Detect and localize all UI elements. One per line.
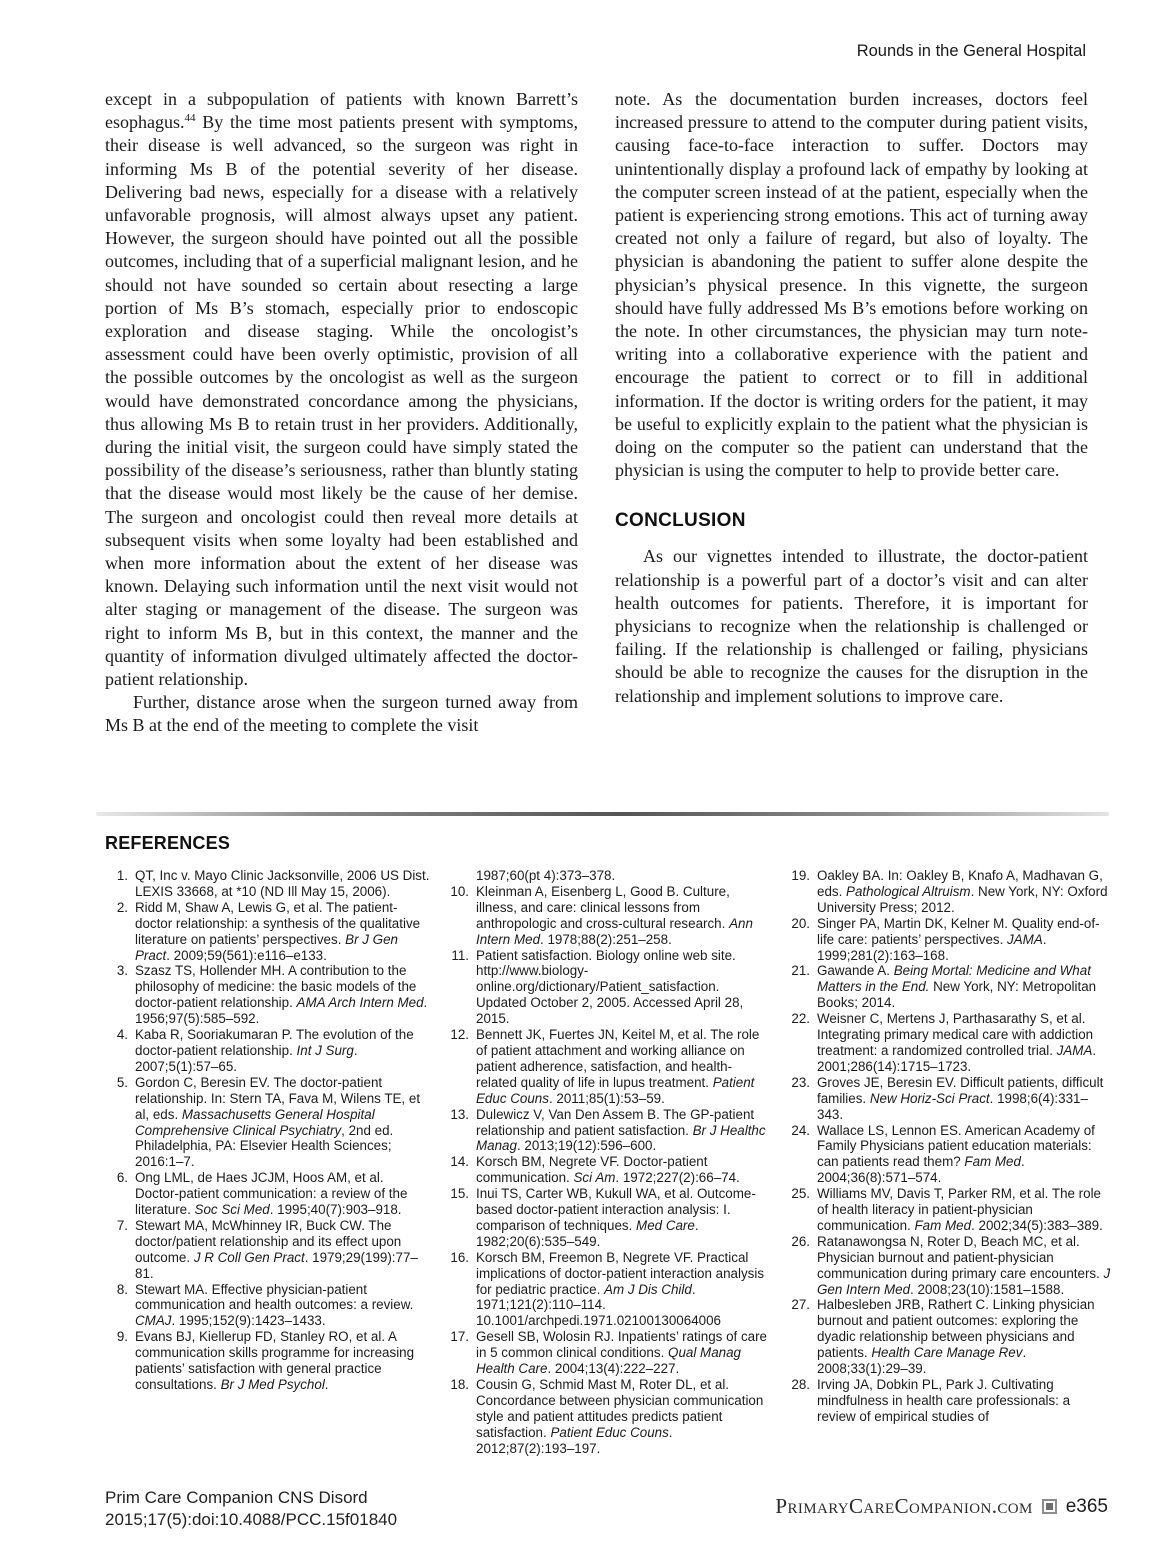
- reference-number: 19.: [791, 868, 810, 883]
- reference-number: 4.: [116, 1027, 128, 1043]
- references-columns: [105, 868, 1112, 1457]
- references-heading: REFERENCES: [105, 833, 231, 853]
- reference-number: 18.: [450, 1377, 469, 1392]
- reference-item: [787, 916, 1112, 964]
- reference-item: [446, 1186, 771, 1250]
- reference-item: [105, 1218, 430, 1282]
- references-column-1: [105, 868, 430, 1457]
- page-number: e365: [1065, 1495, 1108, 1517]
- reference-text: QT, Inc v. Mayo Clinic Jacksonville, 2006 US Dist. LEXIS 33668, at *10 (ND Ill May 15, 2006).: [135, 868, 430, 899]
- conclusion-heading: CONCLUSION: [615, 510, 746, 532]
- reference-item: [787, 1011, 1112, 1075]
- reference-item: [787, 1377, 1112, 1425]
- reference-text: Williams MV, Davis T, Parker RM, et al. The role of health literacy in patient-physician communication. Fam Med. 2002;34(5):383–389.: [817, 1186, 1103, 1233]
- paragraph-text: By the time most patients present with symptoms, their disease is well advanced, so the surgeon was right in informing Ms B of the potential severity of her disease. Delivering bad news, especially for a disease with a relatively unfavorable prognosis, will almost always upset any patient. However, the surgeon should have pointed out all the possible outcomes, including that of a superficial malignant lesion, and he should not have sounded so certain about resecting a large portion of Ms B’s stomach, especially prior to endoscopic exploration and disease staging. While the oncologist’s assessment could have been overly optimistic, provision of all the possible outcomes by the oncologist as well as the surgeon would have demonstrated concordance among the physicians, thus allowing Ms B to retain trust in her providers. Additionally, during the initial visit, the surgeon could have simply stated the possibility of the disease’s seriousness, rather than bluntly stating that the disease would most likely be the cause of her demise. The surgeon and oncologist could then reveal more details at subsequent visits when some loyalty had been established and when more information about the extent of her disease was known. Delaying such information until the next visit would not alter staging or management of the disease. The surgeon was right to inform Ms B, but in this context, the manner and the quantity of information divulged ultimately affected the doctor-patient relationship.: [105, 112, 578, 690]
- reference-item: [105, 1027, 430, 1075]
- reference-text: Korsch BM, Freemon B, Negrete VF. Practical implications of doctor-patient interaction analysis for pediatric practice. Am J Dis Child. 1971;121(2):110–114. 10.1001/archpedi.1971.02100130064006: [476, 1249, 765, 1329]
- reference-number: 5.: [116, 1074, 128, 1090]
- footer-right: [775, 1494, 1108, 1519]
- reference-text: Singer PA, Martin DK, Kelner M. Quality end-of-life care: patients’ perspectives. JAMA. 1999;281(2):163–168.: [817, 915, 1100, 963]
- reference-item: [446, 1154, 771, 1186]
- reference-number: 17.: [450, 1329, 469, 1345]
- reference-number: 6.: [116, 1170, 128, 1186]
- reference-number: 11.: [451, 947, 469, 963]
- references-column-3: [787, 868, 1112, 1457]
- reference-item: [787, 868, 1112, 916]
- reference-item: [446, 1329, 771, 1377]
- journal-website: PrimaryCareCompanion.com: [775, 1494, 1033, 1518]
- reference-text: Ong LML, de Haes JCJM, Hoos AM, et al. Doctor-patient communication: a review of the literature. Soc Sci Med. 1995;40(7):903–918.: [135, 1170, 408, 1218]
- reference-text: Evans BJ, Kiellerup FD, Stanley RO, et al. A communication skills programme for increasing patients’ satisfaction with general practice consultations. Br J Med Psychol.: [135, 1329, 415, 1392]
- reference-item: [105, 1329, 430, 1393]
- reference-item: [446, 1377, 771, 1457]
- body-paragraph: As our vignettes intended to illustrate, the doctor-patient relationship is a powerful part of a doctor’s visit and can alter health outcomes for patients. Therefore, it is important for physicians to recognize when the relationship is challenged or failing. If the relationship is challenged or failing, physicians should be able to recognize the causes for the disruption in the relationship and implement solutions to improve care.: [615, 546, 1088, 706]
- reference-number: 2.: [116, 899, 128, 915]
- body-paragraph: note. As the documentation burden increases, doctors feel increased pressure to attend to the computer during patient visits, causing face-to-face interaction to suffer. Doctors may unintentionally display a profound lack of empathy by looking at the computer screen instead of at the patient, especially when the patient is experiencing strong emotions. This act of turning away created not only a failure of regard, but also of loyalty. The physician is abandoning the patient to suffer alone despite the physician’s physical presence. In this vignette, the surgeon should have fully addressed Ms B’s emotions before working on the note. In other circumstances, the physician may turn note-writing into a collaborative experience with the patient and encourage the patient to correct or to fill in additional information. If the doctor is writing orders for the patient, it may be useful to explicitly explain to the patient what the physician is doing on the computer so the patient can understand that the physician is using the computer to help to provide better care.: [615, 89, 1088, 481]
- reference-number: 15.: [450, 1186, 469, 1202]
- reference-item: [446, 948, 771, 1028]
- reference-item: [105, 900, 430, 964]
- reference-text: Stewart MA. Effective physician-patient communication and health outcomes: a review. CMAJ. 1995;152(9):1423–1433.: [135, 1281, 414, 1329]
- reference-text: 1987;60(pt 4):373–378.: [476, 868, 616, 883]
- reference-text: Irving JA, Dobkin PL, Park J. Cultivating mindfulness in health care professionals: a review of empirical studies of: [817, 1377, 1071, 1424]
- reference-number: 21.: [791, 963, 810, 979]
- reference-number: 24.: [791, 1122, 810, 1138]
- reference-item: [105, 1170, 430, 1218]
- reference-number: 14.: [450, 1154, 469, 1170]
- reference-item: [105, 1075, 430, 1170]
- reference-text: Gesell SB, Wolosin RJ. Inpatients’ ratings of care in 5 common clinical conditions. Qual Manag Health Care. 2004;13(4):222–227.: [476, 1329, 768, 1377]
- reference-number: 1.: [116, 868, 128, 883]
- reference-text: Wallace LS, Lennon ES. American Academy of Family Physicians patient education materials: can patients read them? Fam Med. 2004;36(8):571–574.: [817, 1122, 1095, 1186]
- reference-text: Weisner C, Mertens J, Parthasarathy S, et al. Integrating primary medical care with addiction treatment: a randomized controlled trial. JAMA. 2001;286(14):1715–1723.: [817, 1011, 1097, 1074]
- reference-item: [787, 1234, 1112, 1298]
- reference-text: Halbesleben JRB, Rathert C. Linking physician burnout and patient outcomes: exploring the dyadic relationship between physicians and patients. Health Care Manage Rev. 2008;33(1):29–39.: [817, 1297, 1095, 1377]
- reference-item: [787, 1186, 1112, 1234]
- reference-text: Stewart MA, McWhinney IR, Buck CW. The doctor/patient relationship and its effect upon outcome. J R Coll Gen Pract. 1979;29(199):77–81.: [135, 1217, 418, 1281]
- journal-name: Prim Care Companion CNS Disord: [105, 1488, 368, 1507]
- running-header: Rounds in the General Hospital: [856, 42, 1086, 60]
- references-column-2: [446, 868, 771, 1457]
- reference-text: Groves JE, Beresin EV. Difficult patients, difficult families. New Horiz-Sci Pract. 1998;6(4):331–343.: [817, 1074, 1104, 1122]
- reference-number: 13.: [450, 1106, 469, 1122]
- main-text-columns: [105, 88, 1088, 794]
- reference-item: [446, 1250, 771, 1330]
- section-divider: [96, 812, 1109, 816]
- reference-text: Dulewicz V, Van Den Assem B. The GP-patient relationship and patient satisfaction. Br J Healthc Manag. 2013;19(12):596–600.: [476, 1106, 766, 1154]
- references-section: [105, 833, 1112, 1457]
- paragraph-text: except in a subpopulation of patients with known Barrett’s esophagus.: [105, 89, 578, 133]
- reference-item: [105, 868, 430, 900]
- reference-number: 20.: [791, 915, 810, 931]
- left-text-column: [105, 88, 578, 794]
- reference-item: [787, 1075, 1112, 1123]
- reference-text: Patient satisfaction. Biology online web site. http://www.biology-online.org/dictionary/Patient_satisfaction. Updated October 2, 2005. Accessed April 28, 2015.: [476, 947, 744, 1027]
- reference-item: [446, 1027, 771, 1107]
- reference-text: Gordon C, Beresin EV. The doctor-patient relationship. In: Stern TA, Fava M, Wilens TE, et al, eds. Massachusetts General Hospital Comprehensive Clinical Psychiatry, 2nd ed. Philadelphia, PA: Elsevier Health Sciences; 2016:1–7.: [135, 1074, 421, 1170]
- reference-number: 25.: [791, 1186, 810, 1202]
- reference-number: 23.: [791, 1074, 810, 1090]
- reference-item: [105, 963, 430, 1027]
- reference-number: 16.: [450, 1249, 469, 1265]
- reference-continuation: [446, 868, 771, 884]
- right-text-column: [615, 88, 1088, 794]
- reference-citation-superscript: 44: [184, 112, 196, 125]
- body-paragraph: [105, 88, 578, 691]
- reference-item: [787, 1123, 1112, 1187]
- journal-doi: 2015;17(5):doi:10.4088/PCC.15f01840: [105, 1510, 398, 1529]
- reference-text: Gawande A. Being Mortal: Medicine and What Matters in the End. New York, NY: Metropolitan Books; 2014.: [817, 963, 1097, 1011]
- reference-item: [787, 1297, 1112, 1377]
- reference-number: 8.: [116, 1281, 128, 1297]
- body-paragraph: Further, distance arose when the surgeon turned away from Ms B at the end of the meeting to complete the visit: [105, 692, 578, 736]
- reference-number: 27.: [791, 1297, 810, 1313]
- reference-number: 26.: [791, 1233, 810, 1249]
- reference-text: Inui TS, Carter WB, Kukull WA, et al. Outcome-based doctor-patient interaction analysis: I. comparison of techniques. Med Care. 1982;20(6):535–549.: [476, 1186, 756, 1249]
- journal-logo-icon: [1042, 1499, 1057, 1514]
- reference-number: 3.: [116, 963, 128, 979]
- reference-text: Kaba R, Sooriakumaran P. The evolution of the doctor-patient relationship. Int J Surg. 2007;5(1):57–65.: [135, 1027, 414, 1074]
- reference-number: 9.: [116, 1329, 128, 1345]
- reference-text: Bennett JK, Fuertes JN, Keitel M, et al. The role of patient attachment and working alliance on patient adherence, satisfaction, and health-related quality of life in lupus treatment. Patient Educ Couns. 2011;85(1):53–59.: [476, 1027, 760, 1106]
- reference-item: [787, 963, 1112, 1011]
- reference-text: Korsch BM, Negrete VF. Doctor-patient communication. Sci Am. 1972;227(2):66–74.: [476, 1154, 740, 1186]
- reference-item: [446, 1107, 771, 1155]
- reference-item: [446, 884, 771, 948]
- reference-text: Kleinman A, Eisenberg L, Good B. Culture, illness, and care: clinical lessons from anthropologic and cross-cultural research. Ann Intern Med. 1978;88(2):251–258.: [476, 883, 753, 947]
- reference-number: 10.: [450, 883, 469, 899]
- reference-text: Cousin G, Schmid Mast M, Roter DL, et al. Concordance between physician communication style and patient attitudes predicts patient satisfaction. Patient Educ Couns. 2012;87(2):193–197.: [476, 1377, 764, 1456]
- reference-item: [105, 1282, 430, 1330]
- reference-text: Szasz TS, Hollender MH. A contribution to the philosophy of medicine: the basic models of the doctor-patient relationship. AMA Arch Intern Med. 1956;97(5):585–592.: [135, 963, 428, 1027]
- reference-text: Oakley BA. In: Oakley B, Knafo A, Madhavan G, eds. Pathological Altruism. New York, NY: Oxford University Press; 2012.: [817, 868, 1108, 915]
- reference-number: 28.: [791, 1377, 810, 1392]
- journal-citation-footer: [105, 1487, 397, 1531]
- reference-text: Ridd M, Shaw A, Lewis G, et al. The patient-doctor relationship: a synthesis of the qualitative literature on patients’ perspectives. Br J Gen Pract. 2009;59(561):e116–e133.: [135, 899, 421, 963]
- reference-number: 12.: [450, 1027, 469, 1043]
- reference-number: 7.: [116, 1217, 128, 1233]
- reference-text: Ratanawongsa N, Roter D, Beach MC, et al. Physician burnout and patient-physician communication during primary care encounters. J Gen Intern Med. 2008;23(10):1581–1588.: [817, 1233, 1111, 1297]
- reference-number: 22.: [791, 1011, 810, 1027]
